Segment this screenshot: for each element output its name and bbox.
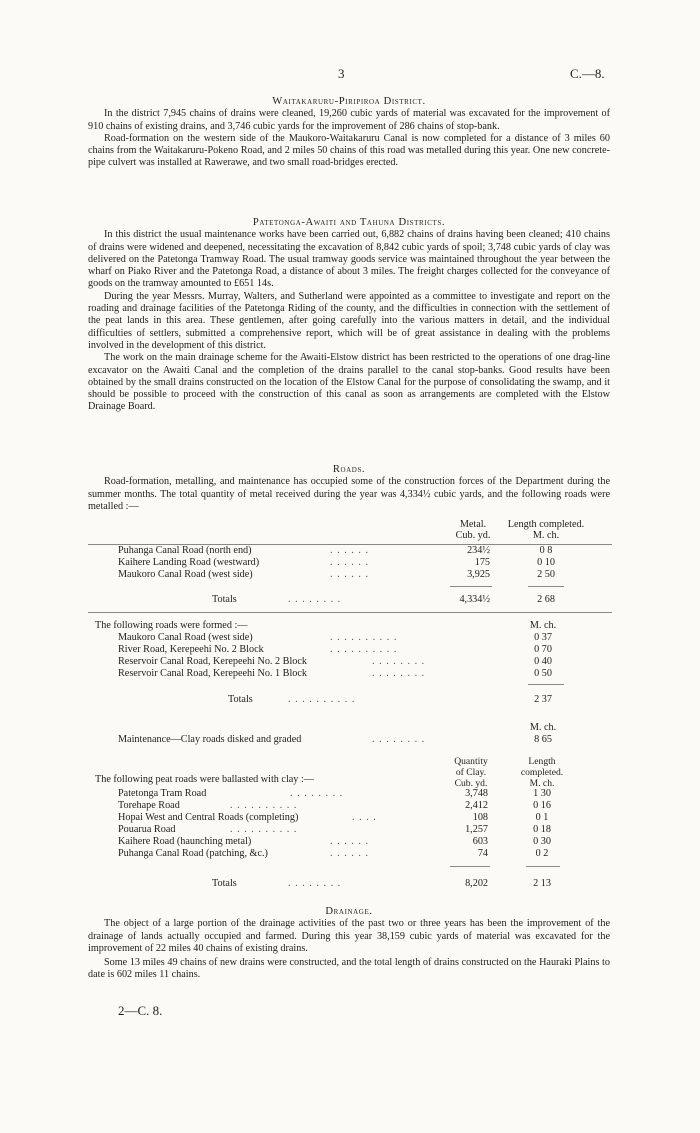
paragraph: Road-formation on the western side of the Maukoro-Waitakaruru Canal is now completed for a distance of 3 miles 60 chains from the Waitakaruru-Pokeno Road, and 2 miles 50 chains of this road was metalled during this year. One new concrete-pipe culvert was installed at Rawerawe, and two small road-bridges erected. [88,132,610,169]
table-row-qty: 603 [472,836,488,847]
table-row-qty: 3,925 [467,569,490,580]
leader-dots: . . . . [352,812,377,823]
table-row-qty: 3,748 [465,788,488,799]
paper-reference: C.—8. [570,66,605,81]
table-row-name: Patetonga Tram Road [118,788,207,799]
col-header-length-unit: M. ch. [529,722,557,733]
table-row-length: 0 37 [534,632,552,643]
table-row-name: Hopai West and Central Roads (completing) [118,812,299,823]
totals-qty: 4,334½ [459,594,490,605]
totals-length: 2 68 [537,594,555,605]
table-row-name: Pouarua Road [118,824,176,835]
maintenance-label: Maintenance—Clay roads disked and graded [118,734,302,745]
col-header-metal-unit: Cub. yd. [455,530,491,541]
table-row-length: 1 30 [533,788,551,799]
rule [450,866,490,867]
table-row-length: 0 16 [533,800,551,811]
paragraph: In the district 7,945 chains of drains were cleaned, 19,260 cubic yards of material was excavated for the improvement of 910 chains of existing drains, and 3,746 cubic yards for the improvement of 286 chains of stop-bank. [88,108,610,132]
leader-dots: . . . . . . . . . . [288,694,356,705]
table-row-name: Reservoir Canal Road, Kerepeehi No. 2 Block [118,656,307,667]
table-row-length: 0 50 [534,668,552,679]
page-number: 3 [338,66,345,81]
rule [450,586,492,587]
table-row-qty: 1,257 [465,824,488,835]
leader-dots: . . . . . . . . . . [330,644,398,655]
table-row-length: 0 8 [539,545,553,556]
footer-signature: 2—C. 8. [118,1003,163,1018]
col-header-quantity: Quantity [454,756,488,767]
rule [526,866,560,867]
table-row-qty: 74 [477,848,488,859]
table-row-qty: 175 [474,557,490,568]
leader-dots: . . . . . . . . [372,734,426,745]
section-waitakaruru [88,96,610,170]
col-header-quantity-unit: Cub. yd. [454,778,488,789]
table-row-length: 0 30 [533,836,551,847]
table-row-length: 0 40 [534,656,552,667]
table-row-length: 2 50 [537,569,555,580]
totals-label: Totals [228,694,253,705]
leader-dots: . . . . . . [330,557,370,568]
table-row-length: 0 2 [535,848,549,859]
col-header-length: Length completed. [507,519,585,530]
leader-dots: . . . . . . [330,569,370,580]
leader-dots: . . . . . . [330,836,370,847]
totals-length: 2 37 [534,694,552,705]
section-roads [88,464,610,513]
table-row-name: Torehape Road [118,800,180,811]
table-row-name: Reservoir Canal Road, Kerepeehi No. 1 Block [118,668,307,679]
table-row-qty: 2,412 [465,800,488,811]
paragraph: Some 13 miles 49 chains of new drains were constructed, and the total length of drains constructed on the Hauraki Plains to date is 602 miles 11 chains. [88,957,610,981]
table-row-length: 0 1 [535,812,549,823]
table-row-name: Puhanga Canal Road (patching, &c.) [118,848,268,859]
col-header-length-sub: completed. [520,767,564,778]
table-row-qty: 234½ [467,545,490,556]
paragraph: The work on the main drainage scheme for the Awaiti-Elstow district has been restricted to the operations of one drag-line excavator on the Awaiti Canal and the completion of the drains parallel to the canal stop-banks. Good results have been obtained by the small drains constructed on the location of the Elstow Canal for the purpose of consolidating the swamp, and it should be possible to proceed with the construction of this canal as soon as arrangements are completed with the Elstow Drainage Board. [88,352,610,413]
section-title: Drainage. [325,906,373,917]
paragraph: The object of a large portion of the drainage activities of the past two or three years has been the improvement of the drainage of lands actually occupied and farmed. During this year 38,159 cubic yards of material was excavated for the improvement of 22 miles 40 chains of existing drains. [88,918,610,954]
col-header-length-unit: M. ch. [529,778,555,789]
leader-dots: . . . . . . . . . . [230,824,298,835]
paragraph: During the year Messrs. Murray, Walters, and Sutherland were appointed as a committee to investigate and report on the roading and drainage facilities of the Patetonga Riding of the county, and the difficulties in connection with the settlement of the peat lands in this area. These gentlemen, after going carefully into the various matters in detail, and the individual difficulties of settlers, submitted a comprehensive report, which will be of great assistance in dealing with the problems involved in the development of this district. [88,290,610,351]
leader-dots: . . . . . . . . [290,788,344,799]
rule [88,612,612,613]
table-row-length: 0 70 [534,644,552,655]
table-row-name: River Road, Kerepeehi No. 2 Block [118,644,264,655]
section-title: Waitakaruru-Piripiroa District. [272,96,426,107]
table-row-length: 0 18 [533,824,551,835]
totals-label: Totals [212,594,237,605]
maintenance-length: 8 65 [534,734,552,745]
table-row-name: Kaihere Road (haunching metal) [118,836,252,847]
col-header-length: Length [528,756,556,767]
leader-dots: . . . . . . . . [288,878,342,889]
table-row-name: Kaihere Landing Road (westward) [118,557,260,568]
paragraph: In this district the usual maintenance works have been carried out, 6,882 chains of drains having been cleaned; 410 chains of drains were widened and deepened, necessitating the excavation of 8,842 cubic yards of spoil; 3,748 cubic yards of clay was delivered on the Patetonga Tramway Road. The usual tramway goods service was maintained throughout the year between the wharf on Piako River and the Patetonga Road, a distance of about 3 miles. The freight charges collected for the conveyance of goods on the tramway amounted to £651 14s. [88,229,610,290]
section-title: Roads. [332,464,366,475]
rule [528,586,564,587]
col-header-length-unit: M. ch. [532,530,560,541]
leader-dots: . . . . . . . . [372,668,426,679]
section-patetonga [88,217,610,414]
rule [528,684,564,685]
paragraph: Road-formation, metalling, and maintenance has occupied some of the construction forces of the Department during the summer months. The total quantity of metal received during the year was 4,334½ cubic yards, and the following roads were metalled :— [88,476,610,512]
formed-intro: The following roads were formed :— [95,620,248,631]
table-row-name: Puhanga Canal Road (north end) [118,545,252,556]
col-header-length-unit: M. ch. [529,620,557,631]
leader-dots: . . . . . . . . . . [330,632,398,643]
table-row-name: Maukoro Canal Road (west side) [118,632,253,643]
totals-length: 2 13 [533,878,551,889]
col-header-quantity-sub: of Clay. [455,767,487,778]
totals-qty: 8,202 [465,878,488,889]
peat-intro: The following peat roads were ballasted with clay :— [95,774,314,785]
leader-dots: . . . . . . . . [372,656,426,667]
section-title: Patetonga-Awaiti and Tahuna Districts. [252,217,446,228]
leader-dots: . . . . . . [330,848,370,859]
totals-label: Totals [212,878,237,889]
table-row-name: Maukoro Canal Road (west side) [118,569,253,580]
table-row-qty: 108 [472,812,488,823]
col-header-metal: Metal. [459,519,487,530]
section-drainage [88,906,610,982]
table-row-length: 0 10 [537,557,555,568]
leader-dots: . . . . . . . . . . [230,800,298,811]
leader-dots: . . . . . . [330,545,370,556]
leader-dots: . . . . . . . . [288,594,342,605]
